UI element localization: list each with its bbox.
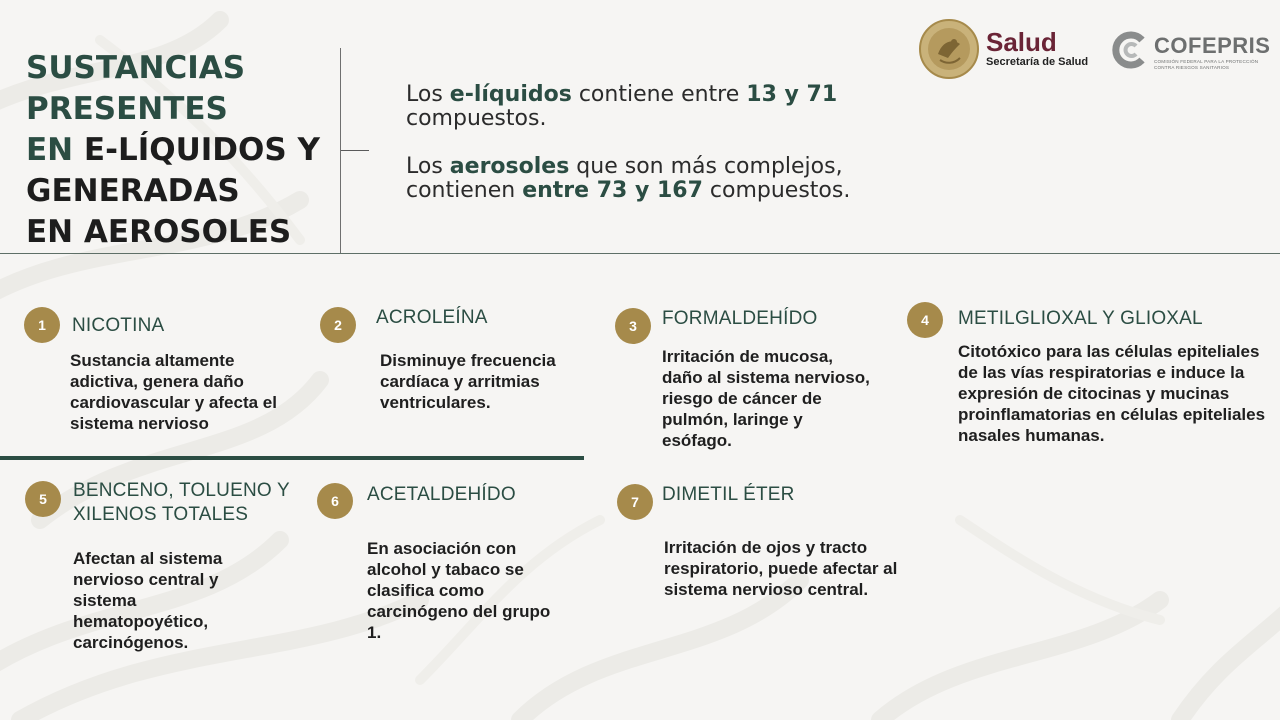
cofepris-logo-text: COFEPRIS [1154, 33, 1271, 58]
horizontal-divider [0, 253, 1280, 254]
item-description: Sustancia altamente adictiva, genera daño cardiovascular y afecta el sistema nervioso [70, 351, 277, 433]
title-word: E-LÍQUIDOS Y [83, 132, 320, 168]
page-title [26, 48, 336, 253]
intro-text: que son más complejos, contienen [406, 154, 843, 203]
item-title: BENCENO, TOLUENO Y XILENOS TOTALES [73, 480, 290, 525]
intro-highlight: 13 y 71 [746, 82, 838, 107]
item-description: Disminuye frecuencia cardíaca y arritmias ventriculares. [380, 351, 556, 412]
intro-highlight: e-líquidos [449, 82, 572, 107]
item-number-badge: 4 [907, 302, 943, 338]
title-line: GENERADAS [26, 173, 240, 209]
intro-highlight: entre 73 y 167 [522, 178, 703, 203]
intro-paragraph-eliquids [406, 83, 876, 131]
item-number-badge: 3 [615, 308, 651, 344]
item-description: Irritación de ojos y tracto respiratorio, puede afectar al sistema nervioso central. [664, 538, 898, 599]
item-description: Citotóxico para las células epiteliales de las vías respiratorias e induce la expresión de citocinas y mucinas proinflamatorias en células epiteliales nasales humanas. [958, 342, 1266, 445]
item-title: FORMALDEHÍDO [662, 308, 818, 329]
intro-highlight: aerosoles [449, 154, 570, 179]
item-title: ACROLEÍNA [376, 307, 488, 328]
item-description: En asociación con alcohol y tabaco se clasifica como carcinógeno del grupo 1. [367, 539, 551, 642]
item-number-badge: 5 [25, 481, 61, 517]
intro-paragraph-aerosols [406, 155, 876, 203]
item-description: Irritación de mucosa, daño al sistema nervioso, riesgo de cáncer de pulmón, laringe y esófago. [662, 347, 870, 450]
item-title: DIMETIL ÉTER [662, 484, 795, 505]
item-number-badge: 2 [320, 307, 356, 343]
item-number-badge: 1 [24, 307, 60, 343]
intro-text: Los [406, 154, 450, 179]
item-number-badge: 6 [317, 483, 353, 519]
item-title: NICOTINA [72, 315, 165, 336]
intro-text: Los [406, 82, 450, 107]
title-line: PRESENTES [26, 91, 228, 127]
cofepris-subtitle: COMISIÓN FEDERAL PARA LA PROTECCIÓN CONTRA RIESGOS SANITARIOS [1154, 59, 1259, 70]
divider-tick [341, 150, 369, 151]
intro-text: contiene entre [571, 82, 747, 107]
header-logos [918, 18, 1280, 82]
title-line [26, 130, 336, 171]
salud-subtitle: Secretaría de Salud [986, 56, 1089, 68]
item-title: METILGLIOXAL Y GLIOXAL [958, 308, 1203, 329]
title-line: SUSTANCIAS [26, 50, 246, 86]
title-word: EN [26, 132, 84, 168]
national-seal-icon [918, 18, 980, 80]
title-line: EN AEROSOLES [26, 214, 292, 250]
intro-text: compuestos. [702, 178, 851, 203]
cofepris-logo-icon [1110, 30, 1150, 70]
salud-logo-text: Salud [986, 27, 1057, 57]
items-divider [0, 456, 584, 460]
item-description: Afectan al sistema nervioso central y sistema hematopoyético, carcinógenos. [73, 549, 223, 652]
item-title: ACETALDEHÍDO [367, 484, 516, 505]
item-number-badge: 7 [617, 484, 653, 520]
intro-text: compuestos. [406, 106, 547, 131]
